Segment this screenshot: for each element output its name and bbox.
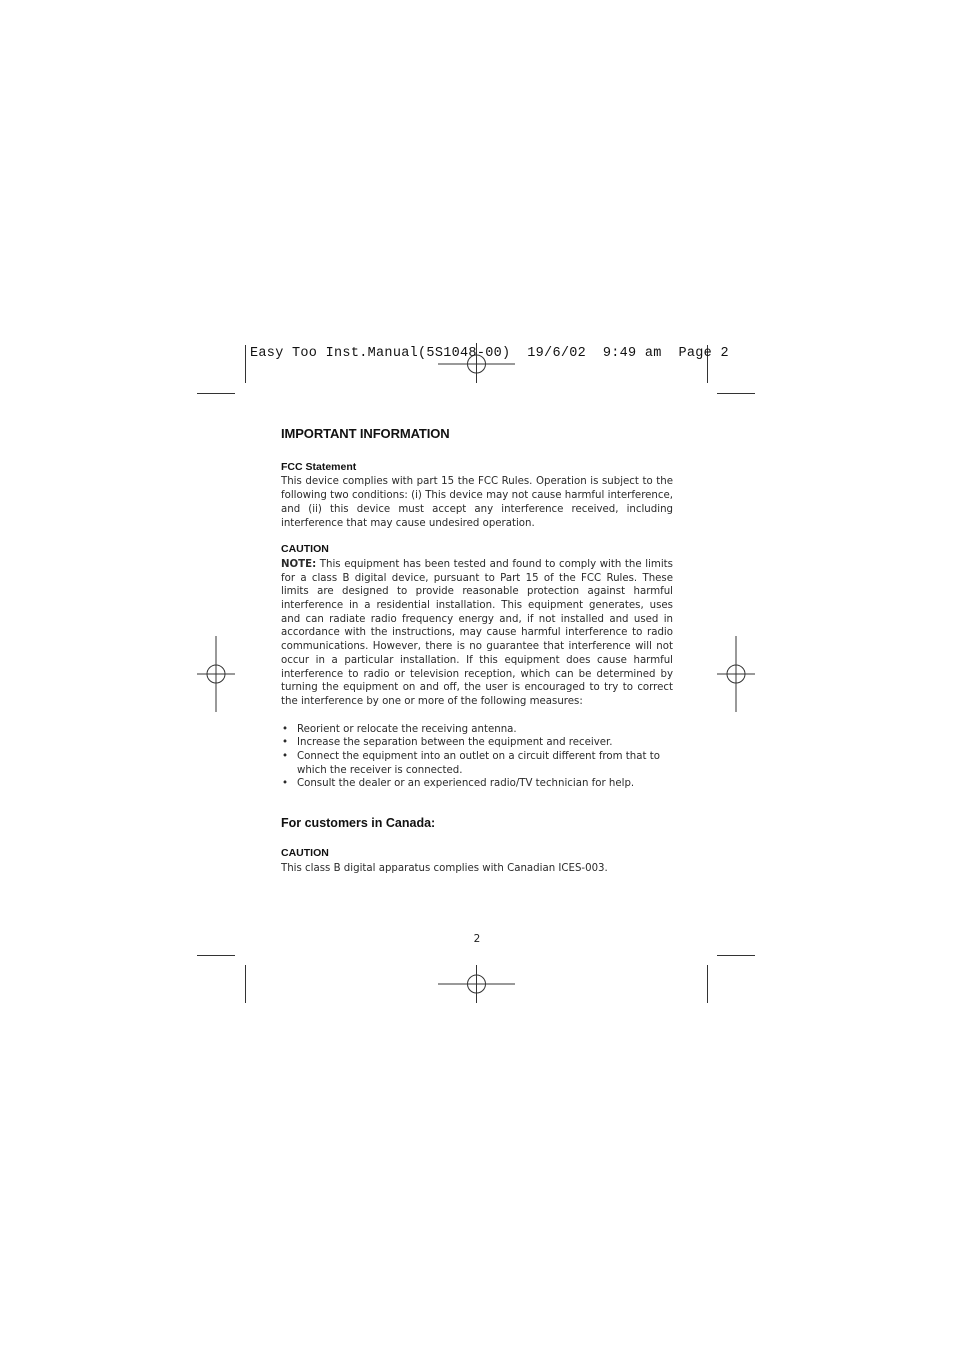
- document-body: [281, 427, 673, 875]
- canada-heading: For customers in Canada:: [281, 816, 436, 831]
- list-item: • Connect the equipment into an outlet on a circuit different from that to which the receiver is connected.: [281, 750, 673, 777]
- note-text: This equipment has been tested and found to comply with the limits for a class B digital device, pursuant to Part 15 of the FCC Rules. These limits are designed to provide reasonable protection against harmful interference in a residential installation. This equipment generates, uses and can radiate radio frequency energy and, if not installed and used in accordance with the instructions, may cause harmful interference to radio communications. However, there is no guarantee that interference will not occur in a particular installation. If this equipment does cause harmful interference to radio or television reception, which can be determined by turning the equipment on and off, the user is encouraged to try to correct the interference by one or more of the following measures:: [281, 558, 673, 707]
- fcc-text: This device complies with part 15 the FCC Rules. Operation is subject to the following two conditions: (i) This device may not cause harmful interference, and (ii) this device must accept any interference received, including interference that may cause undesired operation.: [281, 476, 673, 529]
- list-item: • Consult the dealer or an experienced radio/TV technician for help.: [281, 777, 673, 791]
- measures-list: [281, 723, 673, 792]
- canada-text: This class B digital apparatus complies with Canadian ICES-003.: [281, 862, 608, 874]
- fcc-heading: FCC Statement: [281, 460, 357, 473]
- list-item: • Reorient or relocate the receiving antenna.: [281, 723, 673, 737]
- list-item: • Increase the separation between the equipment and receiver.: [281, 736, 673, 750]
- registration-mark-bottom: [438, 965, 515, 1003]
- registration-mark-left: [197, 636, 235, 712]
- page-number: 2: [473, 933, 481, 945]
- note-label: NOTE:: [281, 558, 317, 570]
- caution-heading: CAUTION: [281, 543, 329, 556]
- caution-note: [281, 558, 673, 709]
- canada-caution-heading: CAUTION: [281, 846, 329, 859]
- registration-mark-right: [717, 636, 755, 712]
- page-title: IMPORTANT INFORMATION: [281, 426, 450, 441]
- print-slug-line: Easy Too Inst.Manual(5S1048-00) 19/6/02 9:49 am Page 2: [250, 346, 729, 361]
